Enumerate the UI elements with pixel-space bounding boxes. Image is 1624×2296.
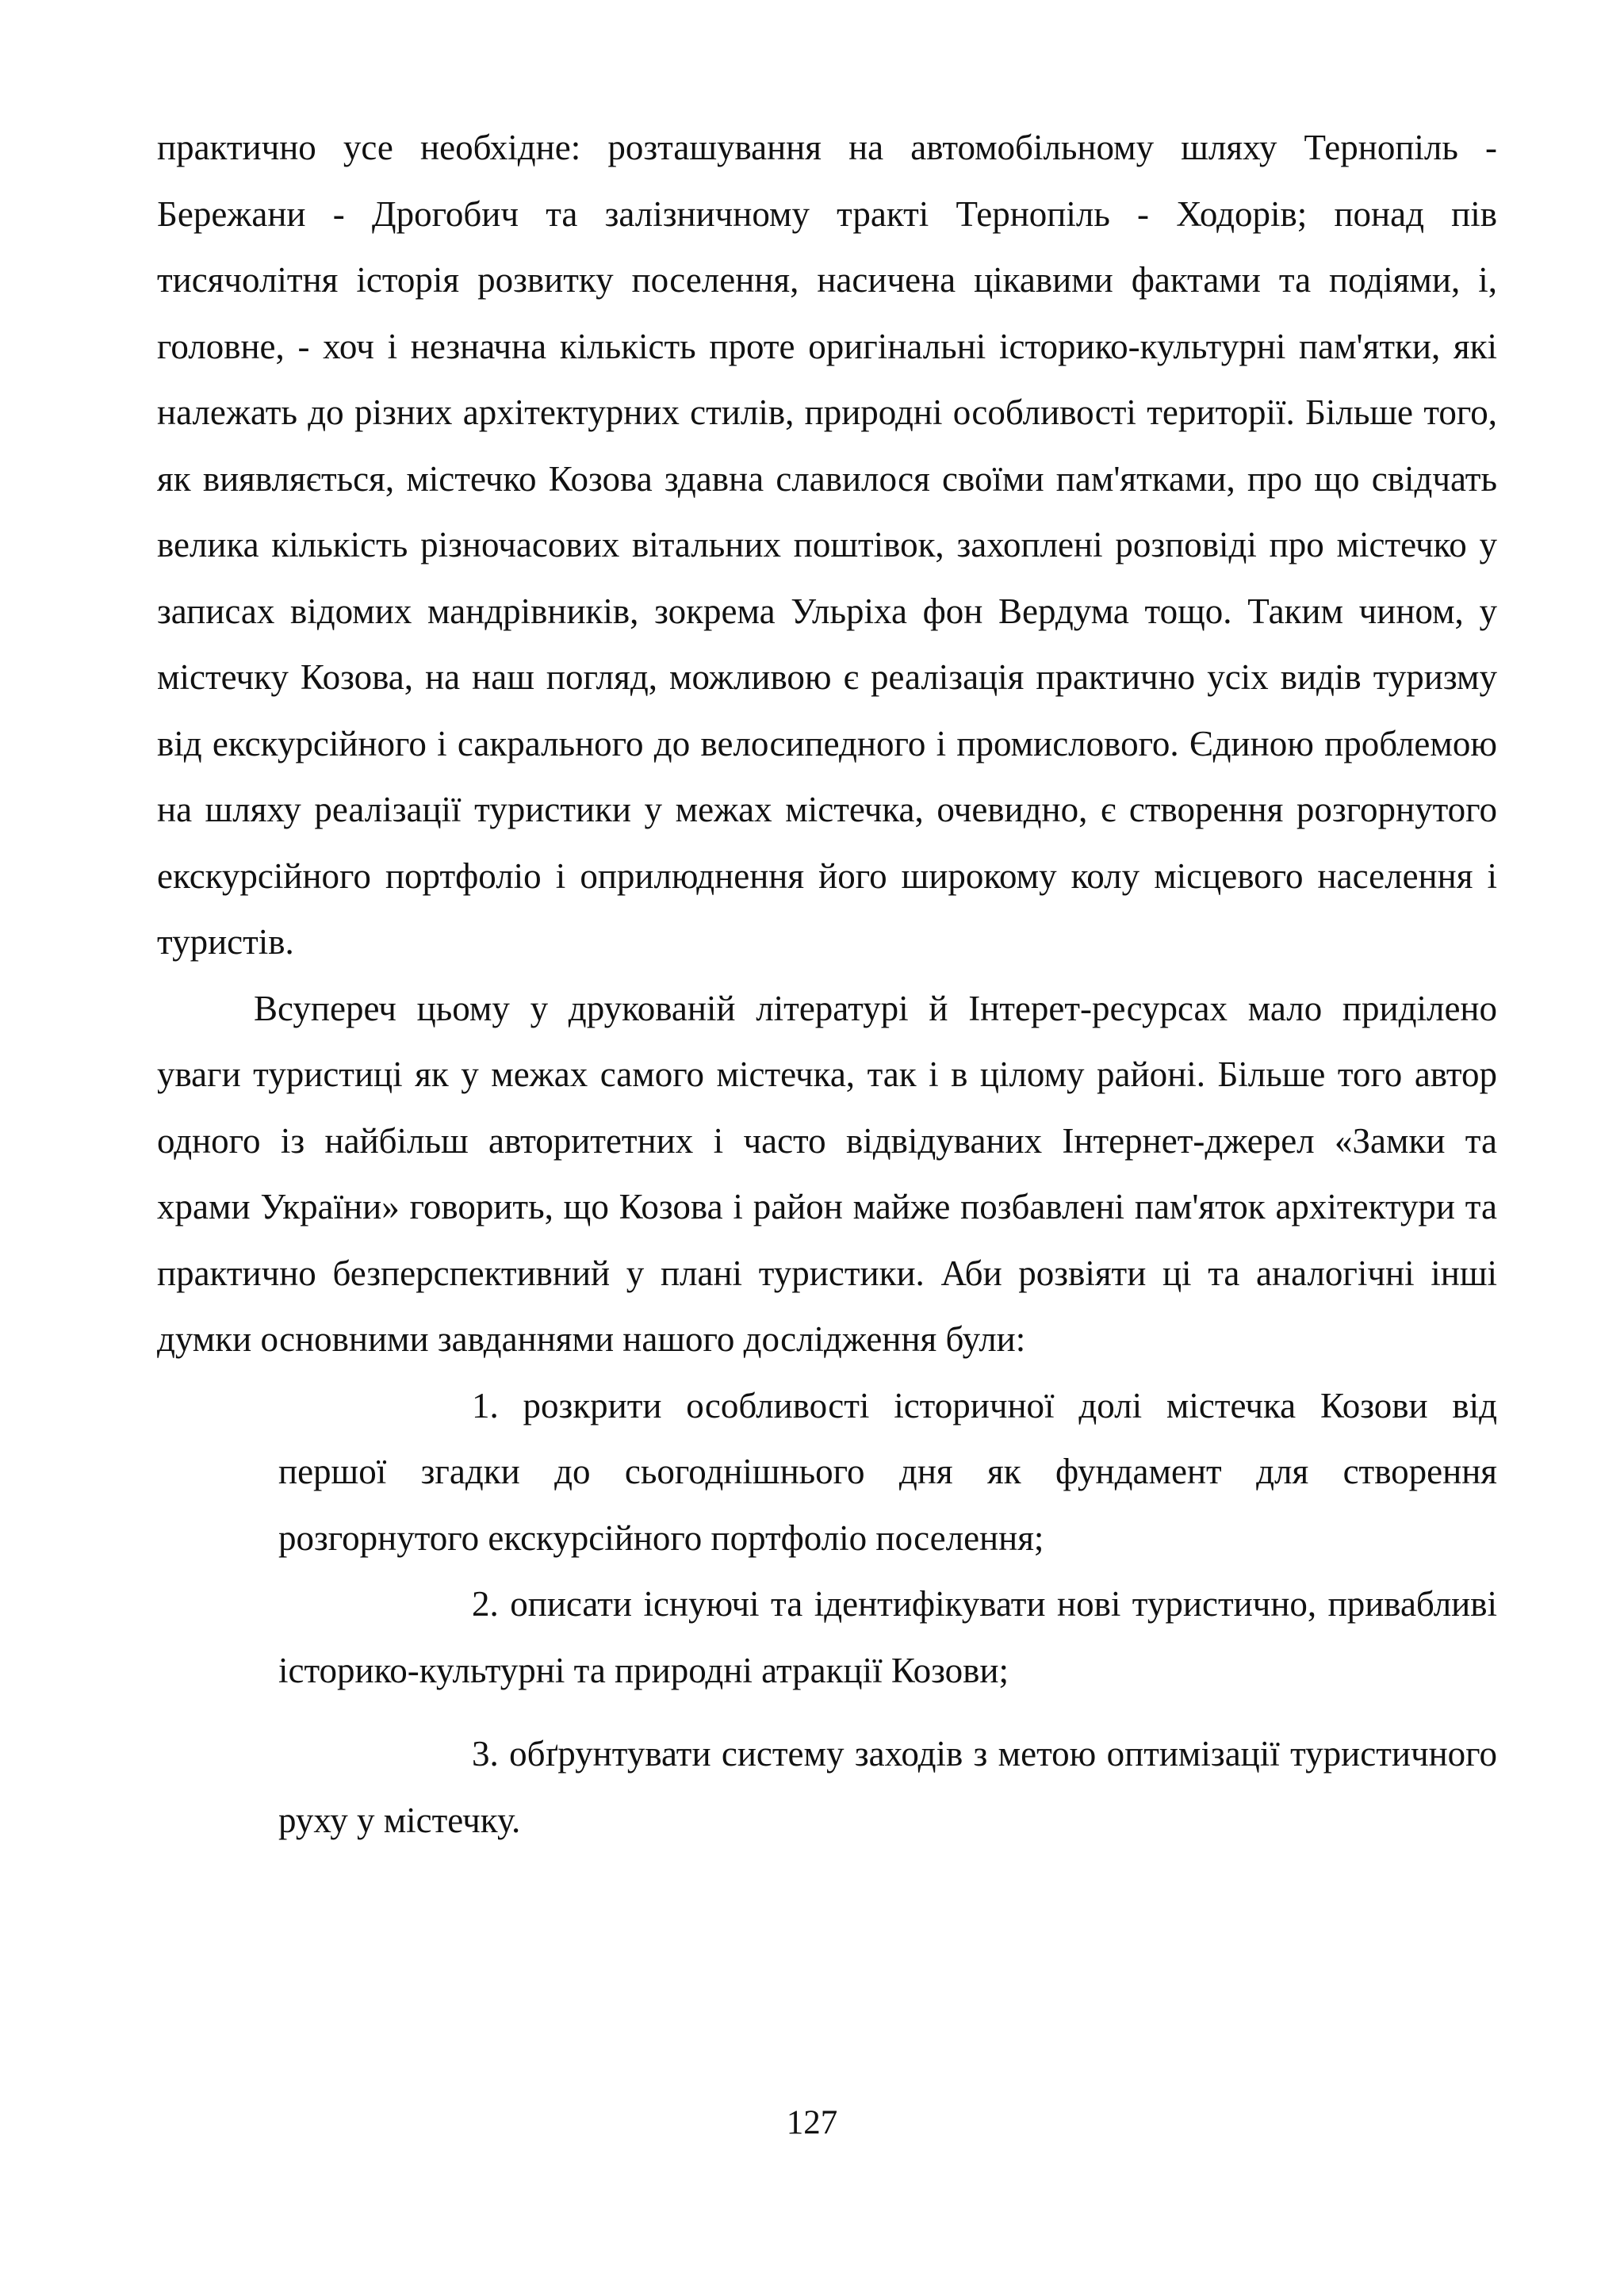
list-item bbox=[278, 1571, 1497, 1704]
list-item-number: 3. bbox=[472, 1734, 499, 1774]
list-item bbox=[278, 1721, 1497, 1854]
page-body bbox=[157, 115, 1497, 1854]
list-item-number: 2. bbox=[472, 1584, 499, 1624]
list-item-text: описати існуючі та ідентифікувати нові туристично, привабливі історико-культурні та природні атракції Козови; bbox=[278, 1584, 1497, 1690]
paragraph-objectives-intro: Всупереч цьому у друкованій літературі й Інтерет-ресурсах мало приділено уваги туристиці як у межах самого містечка, так і в цілому районі. Більше того автор одного із найбільш авторитетних і часто відвідуваних Інтернет-джерел «Замки та храми України» говорить, що Козова і район майже позбавлені пам'яток архітектури та практично безперспективний у плані туристики. Аби розвіяти ці та аналогічні інші думки основними завданнями нашого дослідження були: bbox=[157, 988, 1497, 1359]
list-item bbox=[278, 1373, 1497, 1572]
list-item-number: 1. bbox=[472, 1385, 499, 1425]
list-item-text: розкрити особливості історичної долі містечка Козови від першої згадки до сьогоднішнього дня як фундамент для створення розгорнутого екскурсійного портфоліо поселення; bbox=[278, 1385, 1498, 1558]
objectives-list bbox=[278, 1373, 1497, 1854]
page-number: 127 bbox=[786, 2104, 838, 2141]
list-item-text: обґрунтувати систему заходів з метою оптимізації туристичного руху у містечку. bbox=[278, 1734, 1497, 1840]
paragraph-continued: практично усе необхідне: розташування на автомобільному шляху Тернопіль - Бережани - Дрогобич та залізничному тракті Тернопіль - Ходорів; понад пів тисячолітня історія розвитку поселення, насичена цікавими фактами та подіями, і, головне, - хоч і незначна кількість проте оригінальні історико-культурні пам'ятки, які належать до різних архітектурних стилів, природні особливості території. Більше того, як виявляється, містечко Козова здавна славилося своїми пам'ятками, про що свідчать велика кількість різночасових вітальних поштівок, захоплені розповіді про містечко у записах відомих мандрівників, зокрема Ульріха фон Вердума тощо. Таким чином, у містечку Козова, на наш погляд, можливою є реалізація практично усіх видів туризму від екскурсійного і сакрального до велосипедного і промислового. Єдиною проблемою на шляху реалізації туристики у межах містечка, очевидно, є створення розгорнутого екскурсійного портфоліо і оприлюднення його широкому колу місцевого населення і туристів. bbox=[157, 128, 1497, 962]
